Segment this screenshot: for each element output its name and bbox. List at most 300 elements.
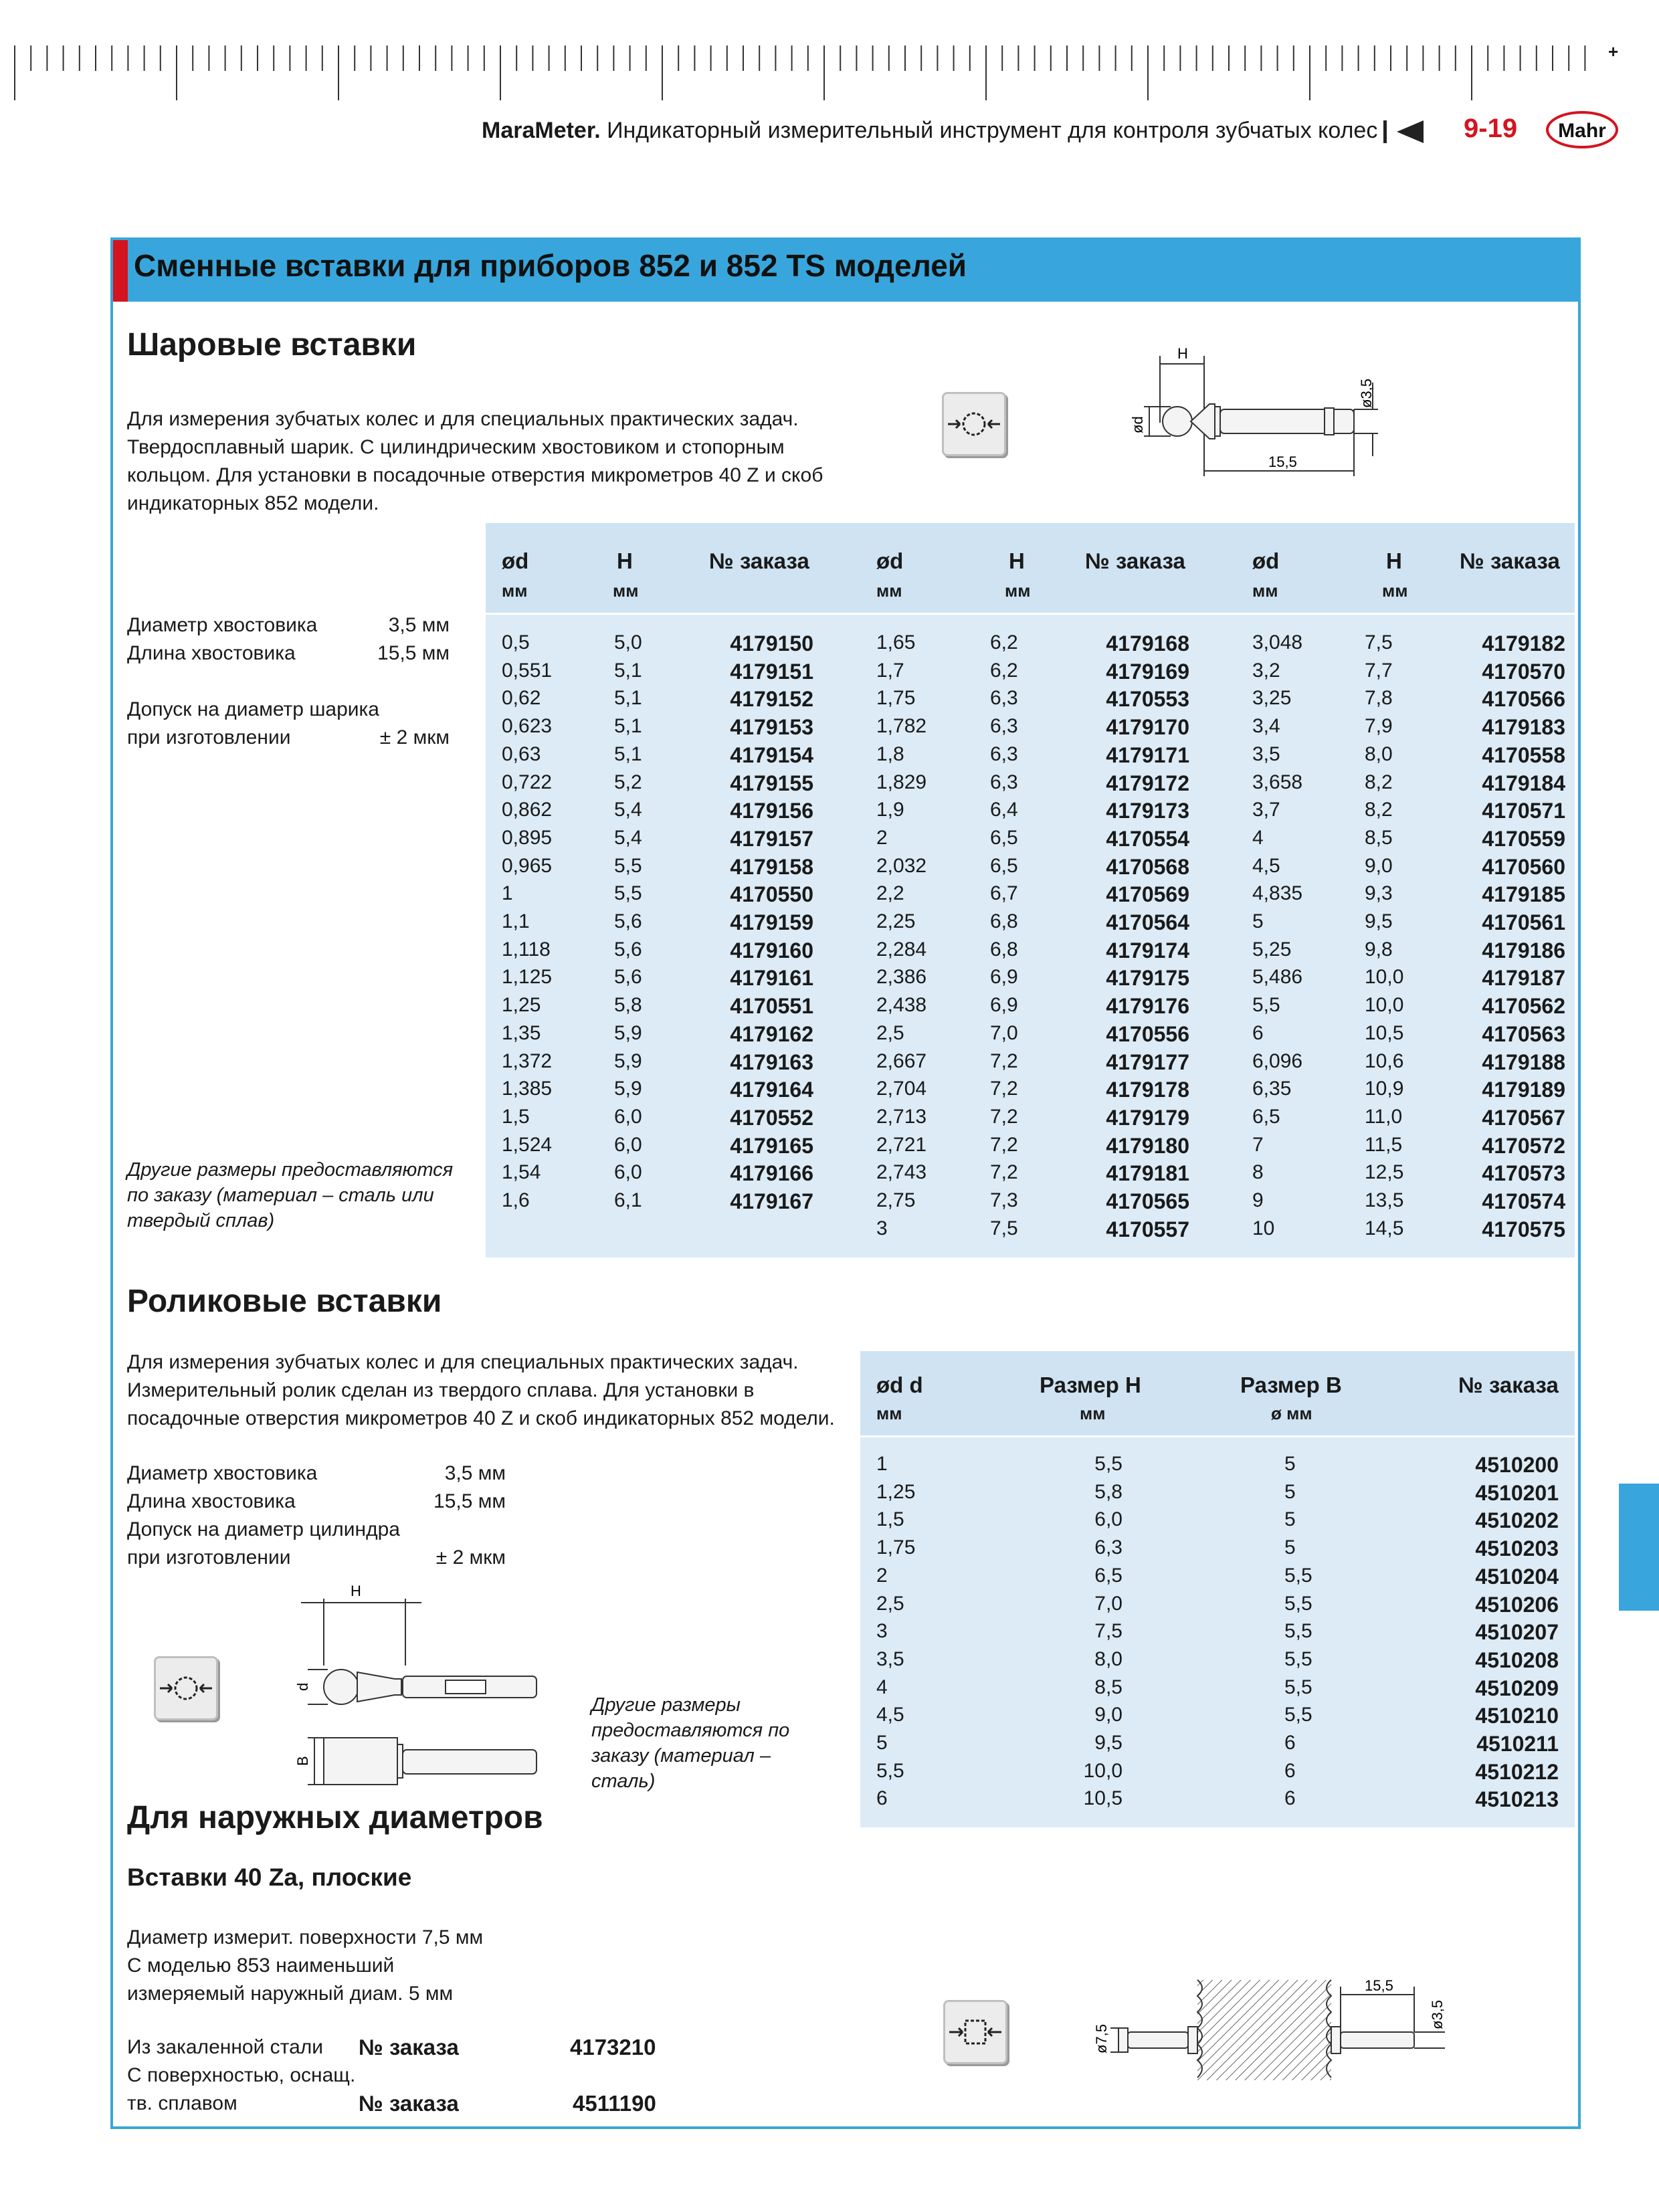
- outer-order-label: № заказа: [359, 2091, 459, 2116]
- cell-height: 5,4: [614, 799, 642, 821]
- cell-diameter: 10: [1252, 1217, 1275, 1239]
- gear-measure-icon-box: [942, 392, 1006, 456]
- roller-drawing-h-label: H: [351, 1583, 361, 1599]
- cell-order-number: 4170556: [1106, 1021, 1189, 1046]
- cell-order-number: 4179189: [1482, 1078, 1565, 1102]
- cell-diameter: 1,7: [876, 659, 904, 682]
- roller-insert-drawing: [288, 1579, 569, 1793]
- cell-order-number: 4170568: [1106, 854, 1189, 879]
- cell-width: 5: [1284, 1453, 1296, 1475]
- cell-order-number: 4170554: [1106, 826, 1189, 851]
- cell-height: 6,8: [990, 910, 1018, 932]
- cell-order-number: 4179179: [1106, 1105, 1189, 1130]
- cell-diameter: 1: [502, 882, 513, 905]
- table-row: [860, 1704, 1575, 1732]
- cell-height: 14,5: [1365, 1217, 1404, 1239]
- cell-diameter: 6,5: [1252, 1105, 1280, 1128]
- table-row: [486, 1078, 1575, 1106]
- table-row: [486, 687, 1575, 715]
- cell-width: 6: [1284, 1787, 1296, 1810]
- table-row: [860, 1676, 1575, 1704]
- flat-drawing-len-label: 15,5: [1365, 1977, 1393, 1994]
- header-title: Индикаторный измерительный инструмент для контроля зубчатых колес: [600, 118, 1378, 143]
- cell-order-number: 4510209: [1475, 1676, 1559, 1700]
- col-unit-h: мм: [613, 581, 639, 601]
- col-header-h: H: [1009, 548, 1025, 573]
- cell-diameter: 3,4: [1252, 715, 1280, 738]
- cell-order-number: 4179181: [1106, 1161, 1189, 1186]
- cell-width: 5,5: [1284, 1564, 1312, 1587]
- cell-order-number: 4170575: [1482, 1217, 1565, 1241]
- cell-order-number: 4170559: [1482, 826, 1565, 851]
- ball-desc-line: кольцом. Для установки в посадочные отверстия микрометров 40 Z и скоб: [127, 464, 823, 486]
- section-title-accent: [113, 240, 128, 302]
- flat-inserts-subheading: Вставки 40 Za, плоские: [127, 1864, 412, 1891]
- cell-diameter: 2,25: [876, 910, 916, 932]
- cell-height: 7,2: [990, 1105, 1018, 1128]
- cell-order-number: 4170551: [730, 994, 813, 1019]
- cell-order-number: 4179166: [730, 1161, 813, 1186]
- cell-height: 7,9: [1365, 715, 1393, 738]
- cell-order-number: 4179155: [730, 771, 813, 795]
- cell-height: 8,5: [1094, 1676, 1123, 1698]
- cell-diameter: 3,5: [1252, 742, 1280, 765]
- table-row: [486, 1022, 1575, 1050]
- cell-diameter: 3,5: [876, 1647, 904, 1670]
- gear-measure-icon-box: [154, 1656, 218, 1720]
- cell-height: 9,0: [1094, 1704, 1123, 1726]
- mahr-logo: [1545, 110, 1619, 149]
- cell-height: 6,2: [990, 659, 1018, 682]
- cell-order-number: 4170564: [1106, 910, 1189, 934]
- cell-height: 7,2: [990, 1049, 1018, 1072]
- table-row: [486, 966, 1575, 994]
- cell-height: 9,8: [1365, 938, 1393, 961]
- roller-tolerance-label: Допуск на диаметр цилиндра: [127, 1518, 400, 1540]
- cell-height: 13,5: [1365, 1189, 1404, 1211]
- roller-table-header: [860, 1351, 1575, 1435]
- cell-diameter: 1,6: [502, 1189, 530, 1211]
- back-arrow-icon: [1397, 120, 1424, 143]
- ball-spec-label: Диаметр хвостовика: [127, 614, 318, 636]
- ball-note-line: Другие размеры предоставляются: [127, 1159, 454, 1181]
- ball-insert-drawing: [1110, 342, 1432, 483]
- cell-diameter: 0,63: [502, 742, 541, 765]
- cell-height: 5,1: [614, 742, 642, 765]
- cell-height: 6,9: [990, 994, 1018, 1017]
- flat-insert-drawing: [1084, 1967, 1458, 2087]
- cell-order-number: 4170553: [1106, 687, 1189, 712]
- cell-order-number: 4170550: [730, 882, 813, 907]
- cell-height: 6,3: [990, 715, 1018, 738]
- cell-height: 7,2: [990, 1078, 1018, 1100]
- cell-width: 5,5: [1284, 1620, 1312, 1643]
- cell-height: 9,5: [1094, 1732, 1123, 1754]
- roller-note-line: сталь): [591, 1771, 656, 1792]
- cell-diameter: 5,5: [876, 1759, 904, 1782]
- cell-diameter: 1,65: [876, 631, 916, 653]
- gear-measure-icon: [156, 1658, 216, 1718]
- cell-diameter: 1,75: [876, 1536, 916, 1559]
- outer-item-label: Из закаленной стали: [127, 2036, 324, 2058]
- ball-note: [127, 1157, 453, 1233]
- cell-diameter: 2,032: [876, 854, 927, 877]
- cell-height: 6,5: [1094, 1564, 1123, 1587]
- cell-height: 5,5: [614, 882, 642, 905]
- ball-tolerance-value: ± 2 мкм: [379, 726, 450, 748]
- cell-diameter: 1,118: [502, 938, 551, 961]
- cell-diameter: 0,551: [502, 659, 553, 682]
- cell-order-number: 4170572: [1482, 1133, 1565, 1158]
- table-row: [486, 1050, 1575, 1078]
- cell-height: 5,6: [614, 966, 642, 989]
- outer-description: [127, 1924, 483, 2008]
- outer-desc-line: измеряемый наружный диам. 5 мм: [127, 1983, 454, 2005]
- cell-order-number: 4170560: [1482, 854, 1565, 879]
- col-header-h: H: [1386, 548, 1402, 573]
- cell-order-number: 4179174: [1106, 938, 1189, 963]
- cell-order-number: 4179182: [1482, 631, 1565, 656]
- cell-diameter: 1,385: [502, 1078, 553, 1100]
- logo-text: Mahr: [1558, 120, 1606, 142]
- cell-diameter: 0,722: [502, 771, 553, 793]
- cell-order-number: 4179152: [730, 687, 813, 712]
- cell-diameter: 3: [876, 1620, 888, 1643]
- cell-order-number: 4179159: [730, 910, 813, 934]
- cell-width: 5: [1284, 1508, 1296, 1531]
- ball-note-line: твердый сплав): [127, 1210, 275, 1231]
- cell-diameter: 1,125: [502, 966, 553, 989]
- cell-order-number: 4179170: [1106, 715, 1189, 740]
- cell-order-number: 4510208: [1475, 1647, 1559, 1672]
- table-row: [860, 1536, 1575, 1565]
- cell-diameter: 7: [1252, 1133, 1264, 1156]
- roller-drawing-d-label: d: [294, 1682, 311, 1691]
- running-header: [482, 118, 1377, 144]
- cell-diameter: 4,5: [876, 1704, 904, 1726]
- col-unit-h: мм: [1382, 581, 1408, 601]
- cell-diameter: 3,048: [1252, 631, 1303, 653]
- cell-diameter: 1,35: [502, 1021, 541, 1044]
- cell-width: 5: [1284, 1480, 1296, 1503]
- cell-diameter: 0,5: [502, 631, 530, 653]
- cell-order-number: 4179164: [730, 1078, 813, 1102]
- ball-desc-line: Твердосплавный шарик. С цилиндрическим хвостовиком и стопорным: [127, 436, 785, 458]
- cell-diameter: 1,25: [876, 1480, 916, 1503]
- roller-note-line: Другие размеры: [591, 1694, 741, 1716]
- cell-order-number: 4510201: [1475, 1480, 1559, 1505]
- ball-description: [127, 405, 823, 518]
- cell-diameter: 3,2: [1252, 659, 1280, 682]
- cell-diameter: 1,8: [876, 742, 904, 765]
- cell-diameter: 6: [876, 1787, 888, 1810]
- cell-order-number: 4179157: [730, 826, 813, 851]
- cell-order-number: 4170566: [1482, 687, 1565, 712]
- col-header-d: ød: [502, 548, 529, 573]
- cell-diameter: 5: [876, 1732, 888, 1754]
- table-row: [486, 1106, 1575, 1134]
- table-row: [860, 1648, 1575, 1676]
- outer-item-label: тв. сплавом: [127, 2092, 237, 2114]
- cell-order-number: 4179156: [730, 799, 813, 823]
- roller-desc-line: посадочные отверстия микрометров 40 Z и скоб индикаторных 852 модели.: [127, 1407, 835, 1429]
- roller-tolerance-label: при изготовлении: [127, 1546, 291, 1569]
- cell-diameter: 1,829: [876, 771, 927, 793]
- ball-tolerance-label: Допуск на диаметр шарика: [127, 698, 379, 720]
- cell-order-number: 4170558: [1482, 742, 1565, 767]
- flat-drawing-d-label: ø7,5: [1093, 2023, 1110, 2053]
- cell-order-number: 4179178: [1106, 1078, 1189, 1102]
- cell-order-number: 4170557: [1106, 1217, 1189, 1241]
- cell-height: 6,2: [990, 631, 1018, 653]
- print-ruler: [0, 27, 1659, 100]
- cell-height: 10,0: [1365, 994, 1404, 1017]
- cell-height: 6,3: [1094, 1536, 1123, 1559]
- table-row: [486, 1134, 1575, 1162]
- ball-drawing-len-label: 15,5: [1268, 454, 1297, 470]
- cell-height: 5,9: [614, 1021, 642, 1044]
- cell-diameter: 5,5: [1252, 994, 1280, 1017]
- cell-diameter: 2: [876, 826, 888, 849]
- ball-desc-line: Для измерения зубчатых колес и для специальных практических задач.: [127, 408, 799, 430]
- cell-diameter: 5,486: [1252, 966, 1303, 989]
- table-row: [486, 631, 1575, 660]
- cell-diameter: 4: [1252, 826, 1264, 849]
- cell-order-number: 4179176: [1106, 994, 1189, 1019]
- col-header-order: № заказа: [1458, 1373, 1559, 1397]
- cell-order-number: 4179168: [1106, 631, 1189, 656]
- cell-height: 8,0: [1094, 1647, 1123, 1670]
- outer-desc-line: С моделью 853 наименьший: [127, 1954, 395, 1977]
- cell-order-number: 4170574: [1482, 1189, 1565, 1213]
- cell-order-number: 4170561: [1482, 910, 1565, 934]
- crop-mark-plus-icon: +: [1608, 41, 1619, 62]
- table-row: [860, 1453, 1575, 1481]
- cell-height: 5,8: [614, 994, 642, 1017]
- table-row: [860, 1787, 1575, 1815]
- cell-diameter: 5,25: [1252, 938, 1292, 961]
- cell-height: 7,2: [990, 1161, 1018, 1184]
- col-unit-h: мм: [1005, 581, 1031, 601]
- cell-diameter: 2,75: [876, 1189, 916, 1211]
- section-title: Сменные вставки для приборов 852 и 852 TS моделей: [134, 248, 967, 283]
- cell-diameter: 1,372: [502, 1049, 553, 1072]
- cell-diameter: 0,862: [502, 799, 553, 821]
- cell-height: 6,1: [614, 1189, 642, 1211]
- roller-note-line: предоставляются по: [591, 1720, 790, 1741]
- col-header-order: № заказа: [1460, 548, 1560, 573]
- cell-diameter: 2,2: [876, 882, 904, 905]
- ball-tolerance-label: при изготовлении: [127, 726, 291, 748]
- gear-measure-icon: [944, 394, 1004, 454]
- cell-height: 5,5: [1094, 1453, 1123, 1475]
- cell-height: 6,3: [990, 771, 1018, 793]
- col-unit-h: мм: [1080, 1403, 1106, 1423]
- cell-height: 5,5: [614, 854, 642, 877]
- cell-diameter: 2,284: [876, 938, 927, 961]
- col-header-h: H: [617, 548, 633, 573]
- cell-height: 5,8: [1094, 1480, 1123, 1503]
- cell-order-number: 4170552: [730, 1105, 813, 1130]
- col-header-order: № заказа: [1085, 548, 1185, 573]
- cell-height: 6,5: [990, 826, 1018, 849]
- roller-note: [591, 1692, 789, 1794]
- cell-height: 6,3: [990, 742, 1018, 765]
- ball-note-line: по заказу (материал – сталь или: [127, 1185, 434, 1206]
- ball-spec-value: 3,5 мм: [388, 614, 450, 636]
- table-row: [860, 1593, 1575, 1621]
- cell-height: 10,9: [1365, 1078, 1404, 1100]
- table-row: [860, 1760, 1575, 1788]
- cell-height: 7,8: [1365, 687, 1393, 710]
- page-number: 9-19: [1464, 114, 1518, 143]
- table-row: [486, 827, 1575, 855]
- table-row: [486, 771, 1575, 799]
- cell-width: 5,5: [1284, 1676, 1312, 1698]
- table-row: [860, 1732, 1575, 1760]
- cell-order-number: 4170573: [1482, 1161, 1565, 1186]
- cell-order-number: 4179151: [730, 659, 813, 684]
- cell-order-number: 4179172: [1106, 771, 1189, 795]
- table-row: [860, 1508, 1575, 1536]
- cell-height: 7,5: [990, 1217, 1018, 1239]
- cell-diameter: 2: [876, 1564, 888, 1587]
- cell-diameter: 1,524: [502, 1133, 553, 1156]
- col-unit-b: ø мм: [1271, 1403, 1312, 1423]
- cell-order-number: 4179161: [730, 966, 813, 991]
- chapter-tab: [1619, 1484, 1659, 1611]
- cell-order-number: 4510202: [1475, 1508, 1559, 1533]
- cell-order-number: 4510212: [1475, 1759, 1559, 1784]
- roller-spec-label: Диаметр хвостовика: [127, 1462, 318, 1484]
- ball-drawing-h-label: H: [1177, 345, 1188, 362]
- table-row: [486, 1217, 1575, 1245]
- roller-spec-value: 3,5 мм: [444, 1462, 506, 1484]
- cell-diameter: 1: [876, 1453, 888, 1475]
- cell-height: 7,2: [990, 1133, 1018, 1156]
- cell-diameter: 3,658: [1252, 771, 1303, 793]
- outer-measure-icon: [945, 2002, 1005, 2062]
- ball-spec-label: Длина хвостовика: [127, 642, 296, 664]
- ball-spec-value: 15,5 мм: [377, 642, 450, 664]
- col-header-h: Размер H: [1040, 1373, 1141, 1397]
- table-separator: [486, 613, 1575, 615]
- col-header-b: Размер B: [1240, 1373, 1342, 1397]
- outer-order-number: 4173210: [570, 2035, 656, 2059]
- cell-order-number: 4179183: [1482, 715, 1565, 740]
- cell-order-number: 4179163: [730, 1049, 813, 1074]
- cell-height: 6,9: [990, 966, 1018, 989]
- cell-height: 8,0: [1365, 742, 1393, 765]
- cell-height: 5,0: [614, 631, 642, 653]
- roller-spec-value: 15,5 мм: [433, 1490, 506, 1512]
- cell-height: 7,3: [990, 1189, 1018, 1211]
- cell-order-number: 4179160: [730, 938, 813, 963]
- outer-order-number: 4511190: [573, 2091, 656, 2116]
- cell-diameter: 1,5: [502, 1105, 530, 1128]
- cell-order-number: 4510213: [1475, 1787, 1559, 1812]
- cell-height: 5,9: [614, 1078, 642, 1100]
- cell-order-number: 4179175: [1106, 966, 1189, 991]
- outer-order-label: № заказа: [359, 2035, 459, 2059]
- cell-order-number: 4179171: [1106, 742, 1189, 767]
- cell-height: 10,0: [1083, 1759, 1123, 1782]
- ball-drawing-shank-label: ø3,5: [1358, 378, 1375, 408]
- cell-diameter: 2,743: [876, 1161, 927, 1184]
- cell-diameter: 2,5: [876, 1021, 904, 1044]
- cell-diameter: 0,965: [502, 854, 553, 877]
- cell-order-number: 4170563: [1482, 1021, 1565, 1046]
- roller-drawing-b-label: B: [294, 1756, 311, 1766]
- brand-name: MaraMeter.: [482, 118, 601, 143]
- cell-order-number: 4510210: [1475, 1704, 1559, 1728]
- cell-order-number: 4179150: [730, 631, 813, 656]
- cell-height: 7,0: [990, 1021, 1018, 1044]
- cell-height: 11,0: [1365, 1105, 1403, 1128]
- cell-diameter: 3,7: [1252, 799, 1280, 821]
- cell-order-number: 4179188: [1482, 1049, 1565, 1074]
- cell-diameter: 6,096: [1252, 1049, 1303, 1072]
- cell-height: 6,7: [990, 882, 1018, 905]
- cell-height: 6,8: [990, 938, 1018, 961]
- cell-diameter: 3: [876, 1217, 888, 1239]
- cell-diameter: 6,35: [1252, 1078, 1292, 1100]
- table-separator: [860, 1435, 1575, 1437]
- cell-height: 11,5: [1365, 1133, 1403, 1156]
- cell-height: 6,5: [990, 854, 1018, 877]
- cell-height: 9,5: [1365, 910, 1393, 932]
- cell-diameter: 2,5: [876, 1592, 904, 1615]
- cell-width: 5,5: [1284, 1592, 1312, 1615]
- roller-spec-label: Длина хвостовика: [127, 1490, 296, 1512]
- cell-height: 12,5: [1365, 1161, 1404, 1184]
- cell-order-number: 4179180: [1106, 1133, 1189, 1158]
- table-row: [486, 910, 1575, 938]
- roller-inserts-table: [860, 1351, 1575, 1827]
- cell-order-number: 4179167: [730, 1189, 813, 1213]
- cell-height: 5,1: [614, 687, 642, 710]
- cell-height: 9,0: [1365, 854, 1393, 877]
- col-header-d: ød d: [876, 1373, 923, 1397]
- roller-desc-line: Измерительный ролик сделан из твердого сплава. Для установки в: [127, 1379, 755, 1401]
- cell-diameter: 2,438: [876, 994, 927, 1017]
- ball-drawing-d-label: ød: [1129, 416, 1146, 433]
- cell-diameter: 9: [1252, 1189, 1264, 1211]
- table-row: [860, 1481, 1575, 1509]
- table-row: [486, 938, 1575, 967]
- cell-order-number: 4179184: [1482, 771, 1565, 795]
- cell-order-number: 4179153: [730, 715, 813, 740]
- cell-diameter: 5: [1252, 910, 1264, 932]
- cell-diameter: 1,9: [876, 799, 904, 821]
- cell-width: 6: [1284, 1759, 1296, 1782]
- cell-diameter: 1,5: [876, 1508, 904, 1531]
- outer-diameters-heading: Для наружных диаметров: [127, 1800, 543, 1835]
- header-divider: [1383, 120, 1387, 143]
- roller-description: [127, 1348, 835, 1433]
- cell-height: 7,5: [1365, 631, 1393, 653]
- cell-diameter: 4: [876, 1676, 888, 1698]
- outer-measure-icon-box: [943, 2000, 1007, 2064]
- cell-height: 10,0: [1365, 966, 1404, 989]
- ball-inserts-table: [486, 523, 1575, 1258]
- cell-order-number: 4510207: [1475, 1620, 1559, 1645]
- col-unit-d: мм: [876, 581, 902, 601]
- col-header-order: № заказа: [709, 548, 809, 573]
- cell-height: 7,5: [1094, 1620, 1123, 1643]
- cell-order-number: 4179154: [730, 742, 813, 767]
- cell-height: 6,4: [990, 799, 1018, 821]
